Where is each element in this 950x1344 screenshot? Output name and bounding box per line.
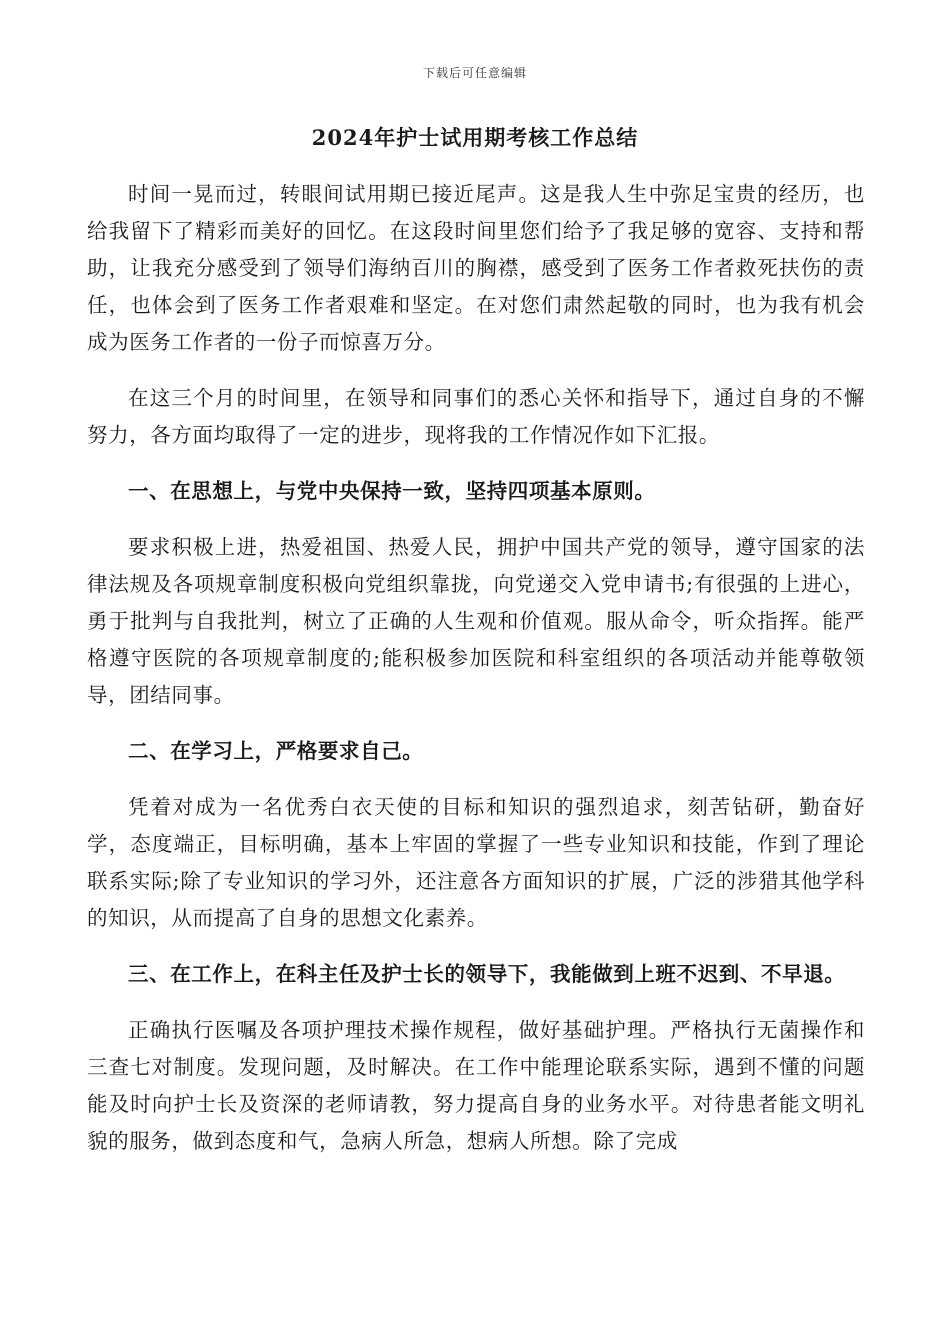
document-body bbox=[87, 176, 865, 1179]
paragraph-intro: 时间一晃而过，转眼间试用期已接近尾声。这是我人生中弥足宝贵的经历，也给我留下了精彩而美好的回忆。在这段时间里您们给予了我足够的宽容、支持和帮助，让我充分感受到了领导们海纳百川的胸襟，感受到了医务工作者救死扶伤的责任，也体会到了医务工作者艰难和坚定。在对您们肃然起敬的同时，也为我有机会成为医务工作者的一份子而惊喜万分。 bbox=[87, 182, 865, 354]
section-heading-thought: 一、在思想上，与党中央保持一致，坚持四项基本原则。 bbox=[128, 479, 656, 503]
section-heading-work: 三、在工作上，在科主任及护士长的领导下，我能做到上班不迟到、不早退。 bbox=[128, 962, 846, 986]
paragraph-study: 凭着对成为一名优秀白衣天使的目标和知识的强烈追求，刻苦钻研，勤奋好学，态度端正，目标明确，基本上牢固的掌握了一些专业知识和技能，作到了理论联系实际;除了专业知识的学习外，还注意各方面知识的扩展，广泛的涉猎其他学科的知识，从而提高了自身的思想文化素养。 bbox=[87, 795, 865, 930]
paragraph-work: 正确执行医嘱及各项护理技术操作规程，做好基础护理。严格执行无菌操作和三查七对制度。发现问题，及时解决。在工作中能理论联系实际，遇到不懂的问题能及时向护士长及资深的老师请教，努力提高自身的业务水平。对待患者能文明礼貌的服务，做到态度和气，急病人所急，想病人所想。除了完成 bbox=[87, 1018, 865, 1153]
header-note: 下载后可任意编辑 bbox=[422, 66, 527, 80]
paragraph-overview: 在这三个月的时间里，在领导和同事们的悉心关怀和指导下，通过自身的不懈努力，各方面均取得了一定的进步，现将我的工作情况作如下汇报。 bbox=[87, 386, 865, 447]
section-heading-study: 二、在学习上，严格要求自己。 bbox=[128, 739, 424, 763]
paragraph-thought: 要求积极上进，热爱祖国、热爱人民，拥护中国共产党的领导，遵守国家的法律法规及各项规章制度积极向党组织靠拢，向党递交入党申请书;有很强的上进心，勇于批判与自我批判，树立了正确的人生观和价值观。服从命令，听众指挥。能严格遵守医院的各项规章制度的;能积极参加医院和科室组织的各项活动并能尊敬领导，团结同事。 bbox=[87, 535, 865, 707]
document-title: 2024年护士试用期考核工作总结 bbox=[311, 125, 639, 150]
